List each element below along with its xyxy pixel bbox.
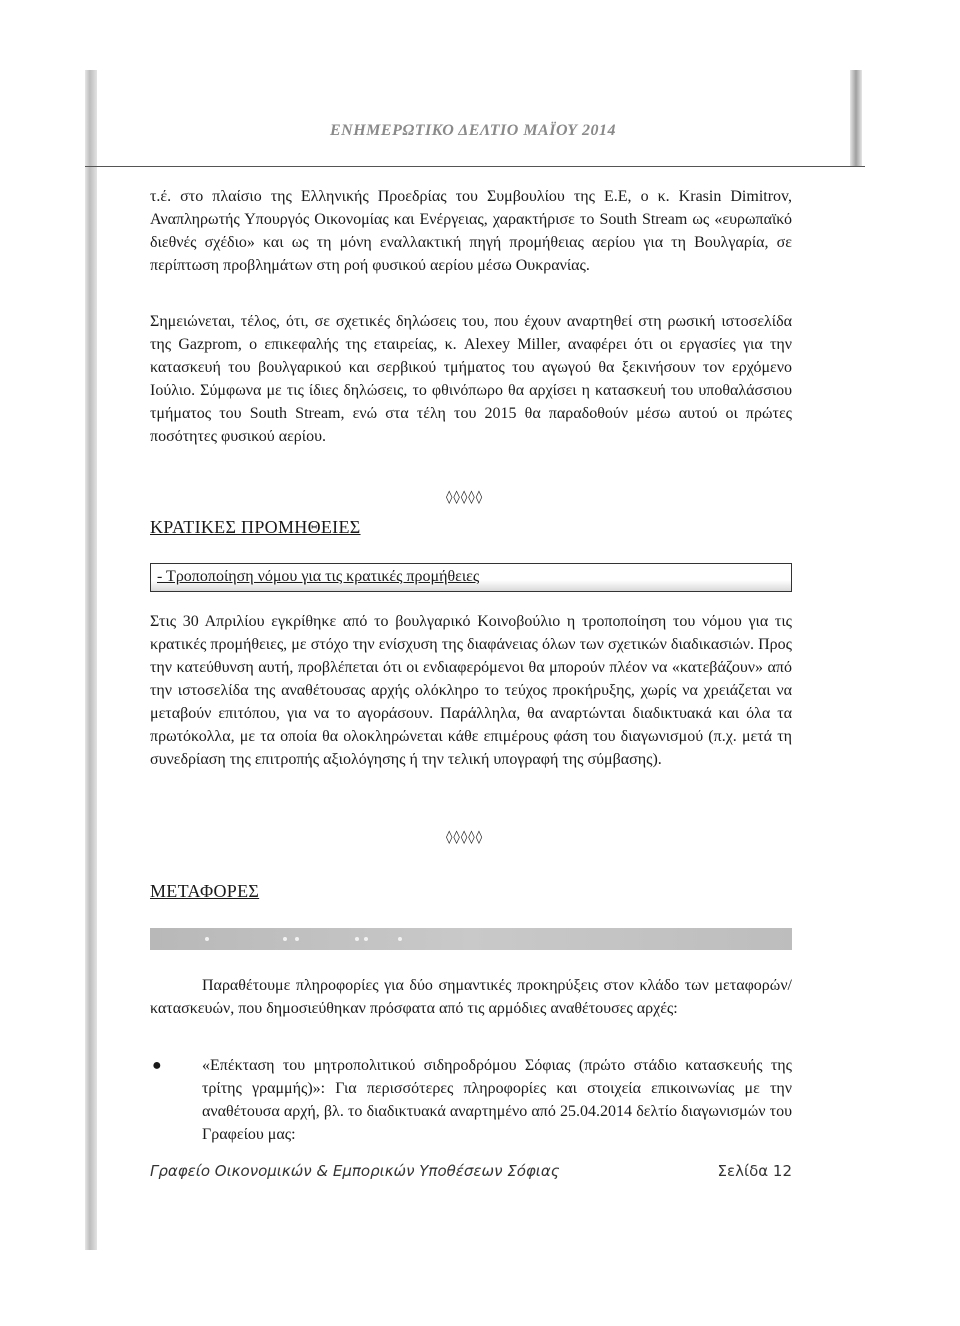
gazprom-paragraph: Σημειώνεται, τέλος, ότι, σε σχετικές δηλώσεις του, που έχουν αναρτηθεί στη ρωσική ιστοσελίδα της Gazprom, ο επικεφαλής της εταιρείας, κ. Alexey Miller, αναφέρει ότι οι εργασίες για την κατασκευή του βουλγαρικού και σερβικού τμήματος του αγωγού θα ξεκινήσουν τον ερχόμενο Ιούλιο. Σύμφωνα με τις ίδιες δηλώσεις, το φθινόπωρο θα αρχίσει η κατασκευή του υποθαλάσσιου τμήματος του South Stream, ενώ στα τέλη του 2015 θα παραδοθούν μέσω αυτού οι πρώτες ποσότητες φυσικού αερίου.	[150, 313, 792, 445]
section-heading-procurement: ΚΡΑΤΙΚΕΣ ΠΡΟΜΗΘΕΙΕΣ	[150, 517, 361, 537]
bullet-icon: ●	[152, 1057, 162, 1074]
separator-diamonds-2: ◊◊◊◊◊	[446, 830, 484, 845]
list-item	[150, 1054, 792, 1146]
subheading-procurement-law: - Τροποποίηση νόμου για τις κρατικές προμήθειες	[157, 568, 480, 585]
section-shaded-bar	[150, 928, 792, 950]
newsletter-title: ΕΝΗΜΕΡΩΤΙΚΟ ΔΕΛΤΙΟ ΜΑΪΟΥ 2014	[330, 122, 616, 139]
scan-edge-left	[85, 70, 97, 1250]
scan-edge-right	[850, 70, 862, 166]
footer-office: Γραφείο Οικονομικών & Εμπορικών Υποθέσεων Σόφιας	[150, 1162, 560, 1180]
header-divider	[85, 166, 865, 167]
subheading-box	[150, 563, 792, 592]
transport-paragraph: Παραθέτουμε πληροφορίες για δύο σημαντικές προκηρύξεις στον κλάδο των μεταφορών/κατασκευών, που δημοσιεύθηκαν πρόσφατα από τις αρμόδιες αναθέτουσες αρχές:	[150, 977, 792, 1017]
separator-diamonds: ◊◊◊◊◊	[446, 490, 484, 505]
tender-item-text: «Επέκταση του μητροπολιτικού σιδηροδρόμου Σόφιας (πρώτο στάδιο κατασκευής της τρίτης γραμμής)»: Για περισσότερες πληροφορίες και στοιχεία επικοινωνίας με την αναθέτουσα αρχή, βλ. το διαδικτυακά αναρτημένο από 25.04.2014 δελτίο διαγωνισμών του Γραφείου μας:	[202, 1057, 792, 1143]
page-number: Σελίδα 12	[717, 1162, 792, 1180]
page-footer	[150, 1162, 792, 1182]
procurement-paragraph: Στις 30 Απριλίου εγκρίθηκε από το βουλγαρικό Κοινοβούλιο η τροποποίηση του νόμου για τις κρατικές προμήθειες, με στόχο την ενίσχυση της διαφάνειας όλων των σχετικών διαδικασιών. Προς την κατεύθυνση αυτή, προβλέπεται ότι οι ενδιαφερόμενοι θα μπορούν πλέον να «κατεβάζουν» από την ιστοσελίδα της αναθέτουσας αρχής ολόκληρο το τεύχος προκήρυξης, χωρίς να χρειάζεται να μεταβούν επιτόπου, για να το αγοράσουν. Παράλληλα, θα αναρτώνται διαδικτυακά και όλα τα πρωτόκολλα, με τα οποία θα ολοκληρώνεται κάθε επιμέρους φάση του διαγωνισμού (π.χ. μετά τη συνεδρίαση της επιτροπής αξιολόγησης ή την τελική υπογραφή της σύμβασης).	[150, 613, 792, 768]
tender-list	[150, 1054, 792, 1146]
section-heading-transport: ΜΕΤΑΦΟΡΕΣ	[150, 881, 260, 901]
intro-paragraph: τ.έ. στο πλαίσιο της Ελληνικής Προεδρίας του Συμβουλίου της Ε.Ε, ο κ. Krasin Dimitrov, Αναπληρωτής Υπουργός Οικονομίας και Ενέργειας, χαρακτήρισε το South Stream ως «ευρωπαϊκό διεθνές σχέδιο» και ως τη μόνη εναλλακτική πηγή προμήθειας αερίου για τη Βουλγαρία, σε περίπτωση προβλημάτων στη ροή φυσικού αερίου μέσω Ουκρανίας.	[150, 188, 792, 274]
